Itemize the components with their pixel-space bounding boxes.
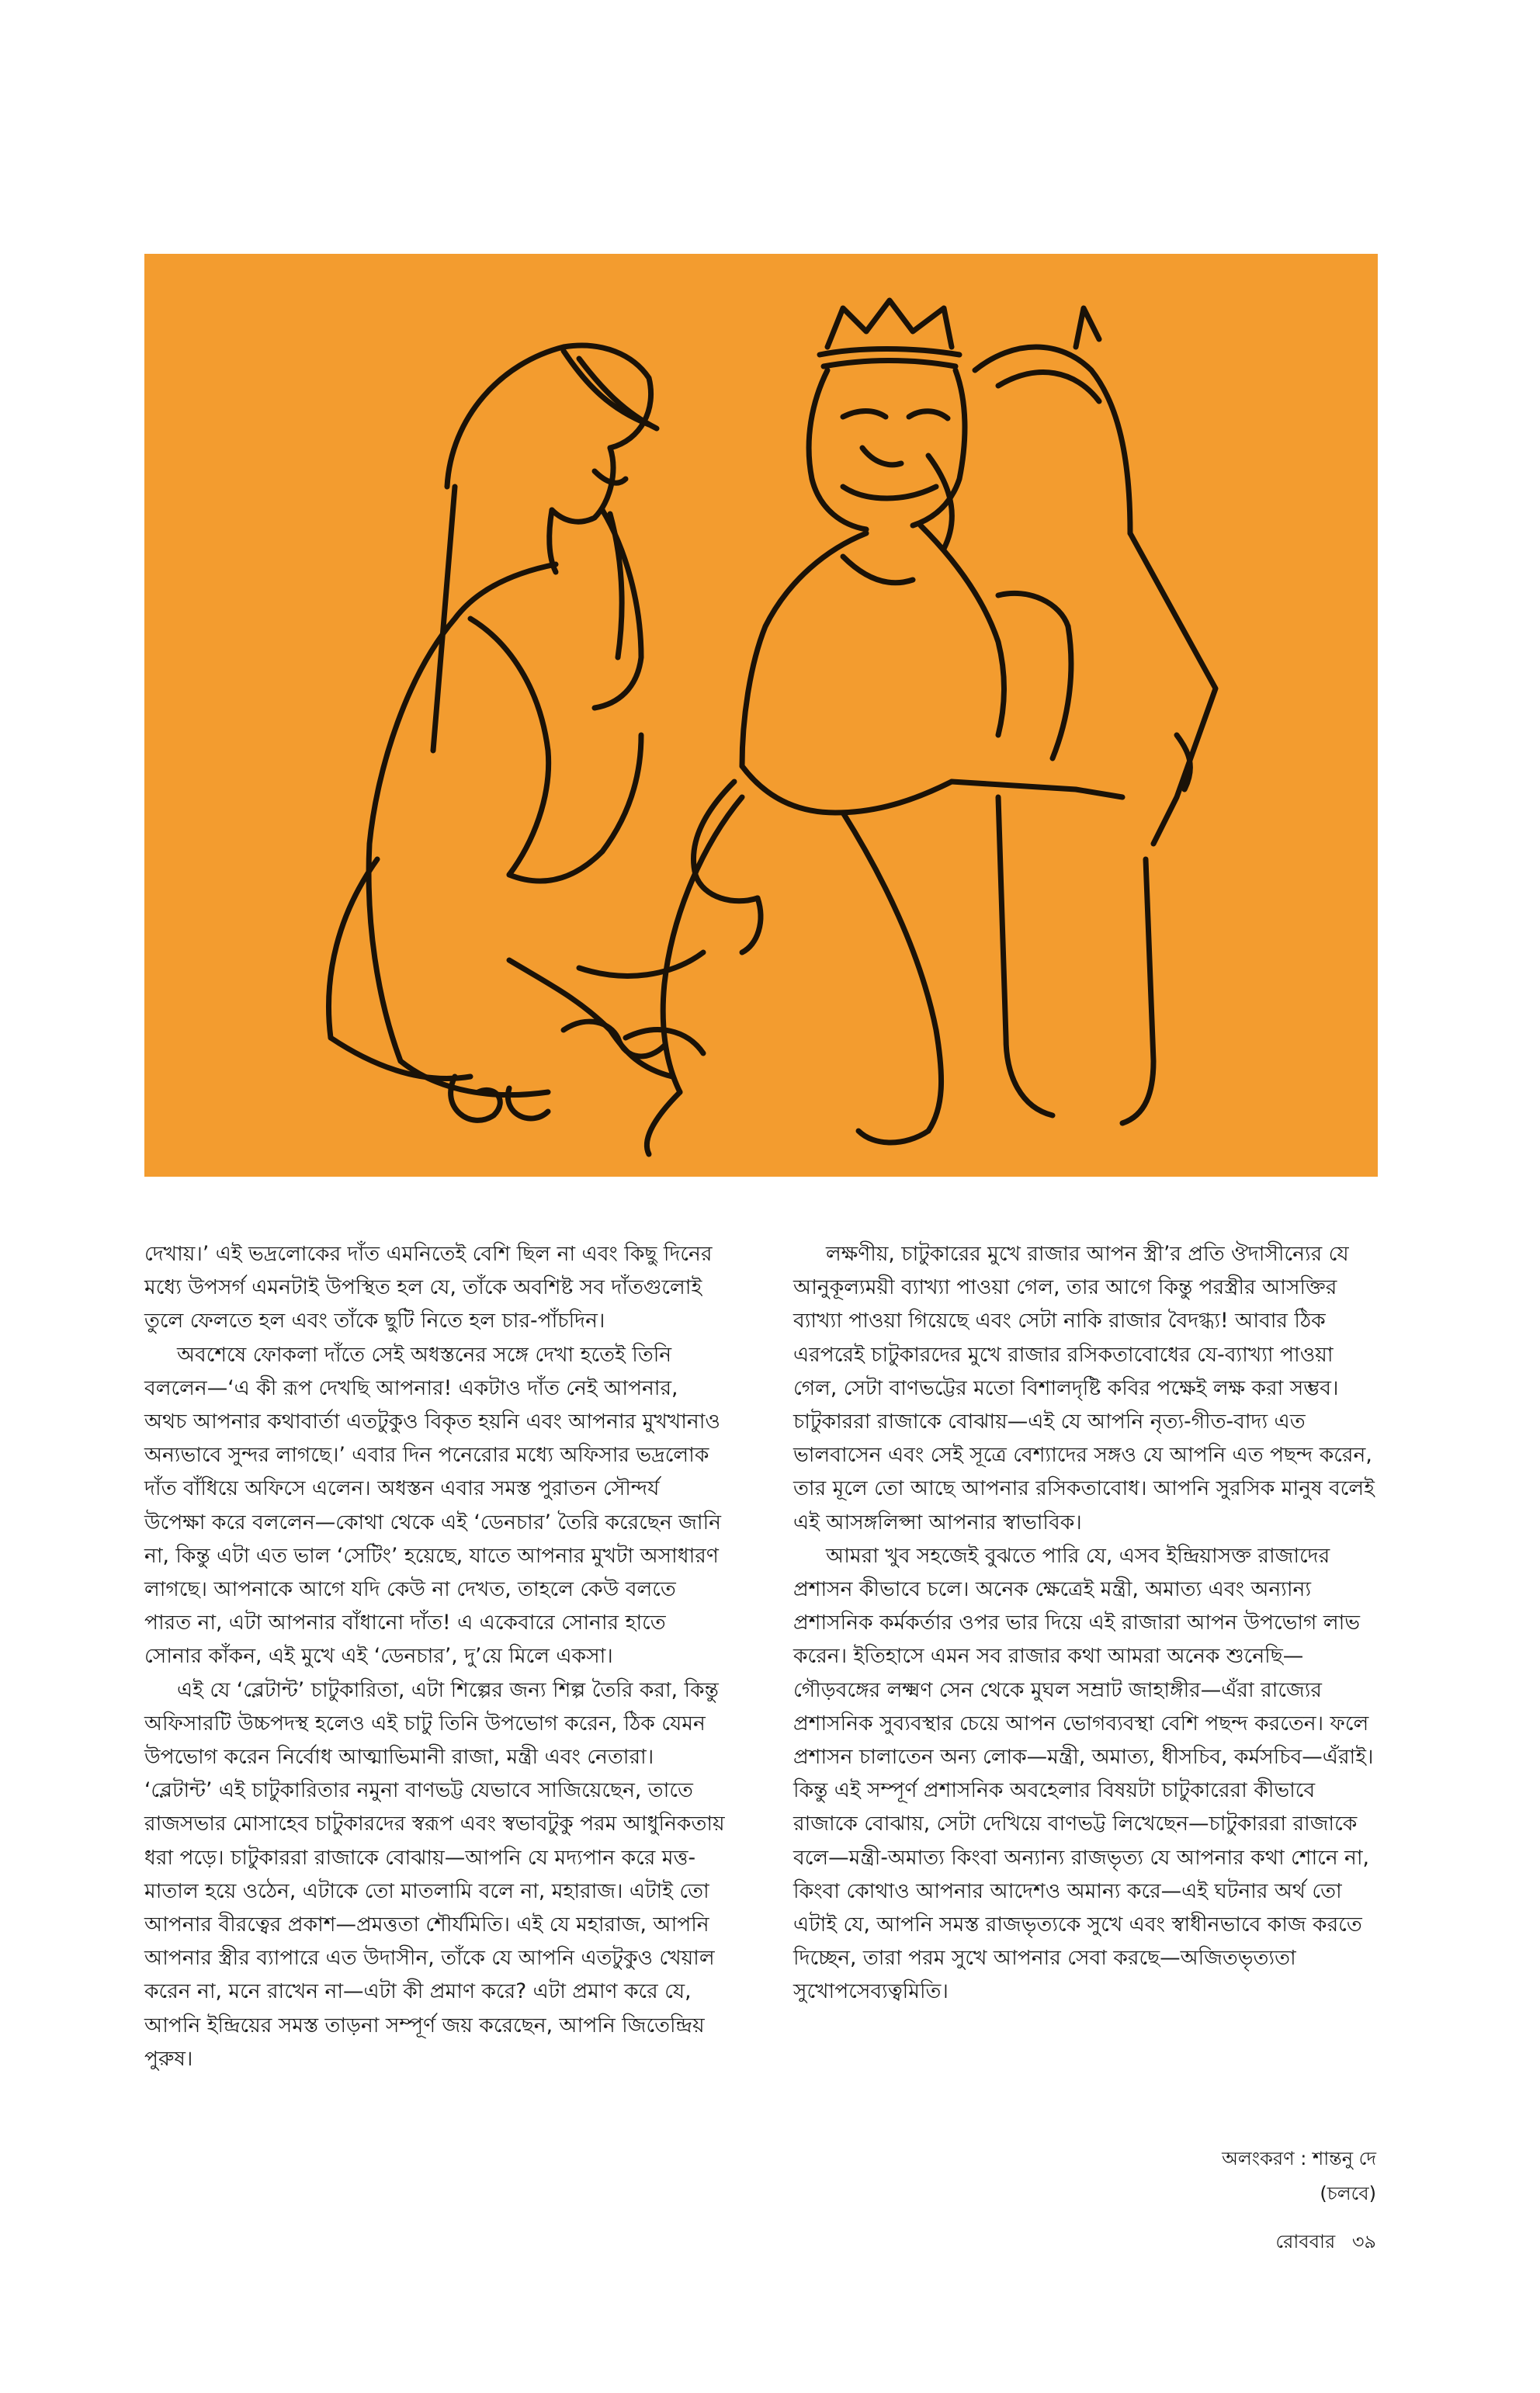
article-column-right [793, 1237, 1375, 2009]
page-footer [1275, 2228, 1376, 2259]
continued-label: (চলবে) [1320, 2183, 1376, 2204]
paragraph: এই যে ‘ব্লেটান্ট’ চাটুকারিতা, এটা শিল্পের জন্য শিল্প তৈরি করা, কিন্তু অফিসারটি উচ্চপদস্থ হলেও এই চাটু তিনি উপভোগ করেন, ঠিক যেমন উপভোগ করেন নির্বোধ আত্মাভিমানী রাজা, মন্ত্রী এবং নেতারা। ‘ব্লেটান্ট’ এই চাটুকারিতার নমুনা বাণভট্ট যেভাবে সাজিয়েছেন, তাতে রাজসভার মোসাহেব চাটুকারদের স্বরূপ এবং স্বভাবটুকু পরম আধুনিকতায় ধরা পড়ে। চাটুকাররা রাজাকে বোঝায়—আপনি যে মদ্যপান করে মত্ত-মাতাল হয়ে ওঠেন, এটাকে তো মাতলামি বলে না, মহারাজ। এটাই তো আপনার বীরত্বের প্রকাশ—প্রমত্ততা শৌর্যমিতি। এই যে মহারাজ, আপনি আপনার স্ত্রীর ব্যাপারে এত উদাসীন, তাঁকে যে আপনি এতটুকুও খেয়াল করেন না, মনে রাখেন না—এটা কী প্রমাণ করে? এটা প্রমাণ করে যে, আপনি ইন্দ্রিয়ের সমস্ত তাড়না সম্পূর্ণ জয় করেছেন, আপনি জিতেন্দ্রিয় পুরুষ। [144, 1677, 725, 2071]
illustration [144, 254, 1378, 1177]
paragraph: অবশেষে ফোকলা দাঁতে সেই অধস্তনের সঙ্গে দেখা হতেই তিনি বললেন—‘এ কী রূপ দেখছি আপনার! একটাও দাঁত নেই আপনার, অথচ আপনার কথাবার্তা এতটুকুও বিকৃত হয়নি এবং আপনার মুখখানাও অন্যভাবে সুন্দর লাগছে।’ এবার দিন পনেরোর মধ্যে অফিসার ভদ্রলোক দাঁত বাঁধিয়ে অফিসে এলেন। অধস্তন এবার সমস্ত পুরাতন সৌন্দর্য উপেক্ষা করে বললেন—কোথা থেকে এই ‘ডেনচার’ তৈরি করেছেন জানি না, কিন্তু এটা এত ভাল ‘সেটিং’ হয়েছে, যাতে আপনার মুখটা অসাধারণ লাগছে। আপনাকে আগে যদি কেউ না দেখত, তাহলে কেউ বলতে পারত না, এটা আপনার বাঁধানো দাঁত! এ একেবারে সোনার হাতে সোনার কাঁকন, এই মুখে এই ‘ডেনচার’, দু’য়ে মিলে একসা। [144, 1342, 721, 1669]
courtier-and-king-drawing [144, 254, 1378, 1177]
page-label: রোববার [1275, 2231, 1336, 2253]
illustration-credit: অলংকরণ : শান্তনু দে [1222, 2148, 1376, 2169]
paragraph: দেখায়।’ এই ভদ্রলোকের দাঁত এমনিতেই বেশি ছিল না এবং কিছু দিনের মধ্যে উপসর্গ এমনটাই উপস্থিত হল যে, তাঁকে অবশিষ্ট সব দাঁতগুলোই তুলে ফেলতে হল এবং তাঁকে ছুটি নিতে হল চার-পাঁচদিন। [144, 1242, 713, 1333]
paragraph: লক্ষণীয়, চাটুকারের মুখে রাজার আপন স্ত্রী’র প্রতি ঔদাসীন্যের যে আনুকূল্যময়ী ব্যাখ্যা পাওয়া গেল, তার আগে কিন্তু পরস্ত্রীর আসক্তির ব্যাখ্যা পাওয়া গিয়েছে এবং সেটা নাকি রাজার বৈদগ্ধ্য! আবার ঠিক এরপরেই চাটুকারদের মুখে রাজার রসিকতাবোধের যে-ব্যাখ্যা পাওয়া গেল, সেটা বাণভট্টের মতো বিশালদৃষ্টি কবির পক্ষেই লক্ষ করা সম্ভব। চাটুকাররা রাজাকে বোঝায়—এই যে আপনি নৃত্য-গীত-বাদ্য এত ভালবাসেন এবং সেই সূত্রে বেশ্যাদের সঙ্গও যে আপনি এত পছন্দ করেন, তার মূলে তো আছে আপনার রসিকতাবোধ। আপনি সুরসিক মানুষ বলেই এই আসঙ্গলিপ্সা আপনার স্বাভাবিক। [793, 1242, 1375, 1535]
article-column-left [144, 1237, 727, 2076]
paragraph: আমরা খুব সহজেই বুঝতে পারি যে, এসব ইন্দ্রিয়াসক্ত রাজাদের প্রশাসন কীভাবে চলে। অনেক ক্ষেত্রেই মন্ত্রী, অমাত্য এবং অন্যান্য প্রশাসনিক কর্মকর্তার ওপর ভার দিয়ে এই রাজারা আপন উপভোগ লাভ করেন। ইতিহাসে এমন সব রাজার কথা আমরা অনেক শুনেছি—গৌড়বঙ্গের লক্ষ্মণ সেন থেকে মুঘল সম্রাট জাহাঙ্গীর—এঁরা রাজ্যের প্রশাসনিক সুব্যবস্থার চেয়ে আপন ভোগব্যবস্থা বেশি পছন্দ করতেন। ফলে প্রশাসন চালাতেন অন্য লোক—মন্ত্রী, অমাত্য, ধীসচিব, কর্মসচিব—এঁরাই। কিন্তু এই সম্পূর্ণ প্রশাসনিক অবহেলার বিষয়টা চাটুকারেরা কীভাবে রাজাকে বোঝায়, সেটা দেখিয়ে বাণভট্ট লিখেছেন—চাটুকাররা রাজাকে বলে—মন্ত্রী-অমাত্য কিংবা অন্যান্য রাজভৃত্য যে আপনার কথা শোনে না, কিংবা কোথাও আপনার আদেশও অমান্য করে—এই ঘটনার অর্থ তো এটাই যে, আপনি সমস্ত রাজভৃত্যকে সুখে এবং স্বাধীনভাবে কাজ করতে দিচ্ছেন, তারা পরম সুখে আপনার সেবা করছে—অজিতভৃত্যতা সুখোপসেব্যত্বমিতি। [793, 1543, 1374, 2004]
page-number: ৩৯ [1351, 2231, 1376, 2253]
